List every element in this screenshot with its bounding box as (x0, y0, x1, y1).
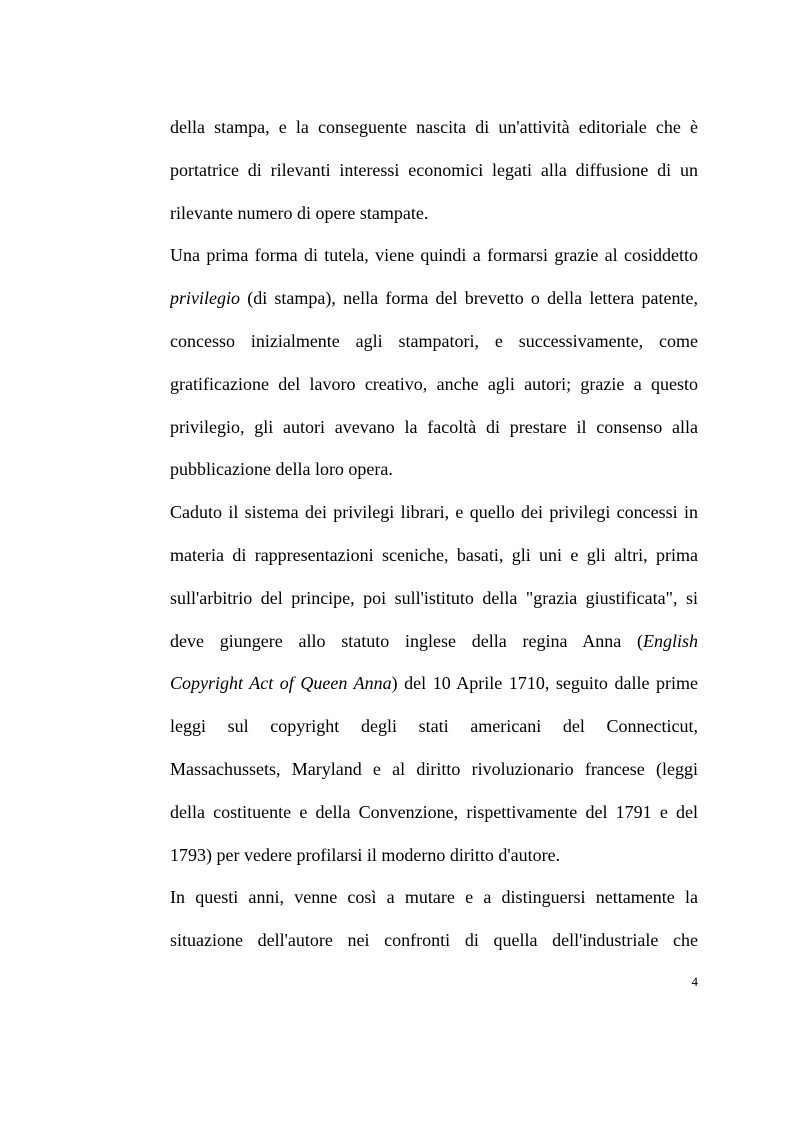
text-line: 1793) per vedere profilarsi il moderno diritto d'autore. (170, 844, 561, 865)
text-line: gratificazione del lavoro creativo, anche agli autori; grazie a questo (170, 373, 698, 394)
text-line: della stampa, e la conseguente nascita di un'attività editoriale che è (170, 117, 698, 137)
text-line: materia di rappresentazioni sceniche, basati, gli uni e gli altri, prima (170, 544, 698, 565)
text-fragment: (di stampa), nella forma del brevetto o della lettera patente, (240, 288, 698, 309)
text-fragment: ) del 10 Aprile 1710, seguito dalle prime (391, 673, 698, 694)
text-line: concesso inizialmente agli stampatori, e successivamente, come (170, 330, 698, 351)
italic-term: privilegio (170, 288, 240, 309)
page-number: 4 (691, 974, 698, 989)
text-line (170, 277, 698, 320)
text-line: Massachussets, Maryland e al diritto rivoluzionario francese (leggi (170, 758, 698, 779)
text-line: portatrice di rilevanti interessi economici legati alla diffusione di un (170, 159, 698, 180)
italic-term: English (642, 630, 698, 651)
text-fragment: deve giungere allo statuto inglese della regina Anna ( (170, 630, 643, 651)
text-line (170, 662, 698, 705)
text-line: della costituente e della Convenzione, rispettivamente del 1791 e del (170, 801, 698, 822)
text-line: rilevante numero di opere stampate. (170, 202, 429, 223)
text-line: leggi sul copyright degli stati americani del Connecticut, (170, 716, 698, 737)
text-line: In questi anni, venne così a mutare e a distinguersi nettamente la (170, 887, 698, 908)
text-line: situazione dell'autore nei confronti di quella dell'industriale che (170, 930, 698, 951)
text-line: privilegio, gli autori avevano la facoltà di prestare il consenso alla (170, 416, 698, 437)
text-line: sull'arbitrio del principe, poi sull'istituto della "grazia giustificata", si (170, 587, 698, 608)
text-line (170, 620, 698, 663)
text-line: Una prima forma di tutela, viene quindi a formarsi grazie al cosiddetto (170, 245, 698, 266)
text-line: pubblicazione della loro opera. (170, 459, 393, 480)
italic-term: Copyright Act of Queen Anna (170, 673, 392, 694)
body-text (170, 106, 698, 962)
text-line: Caduto il sistema dei privilegi librari, e quello dei privilegi concessi in (170, 502, 698, 523)
